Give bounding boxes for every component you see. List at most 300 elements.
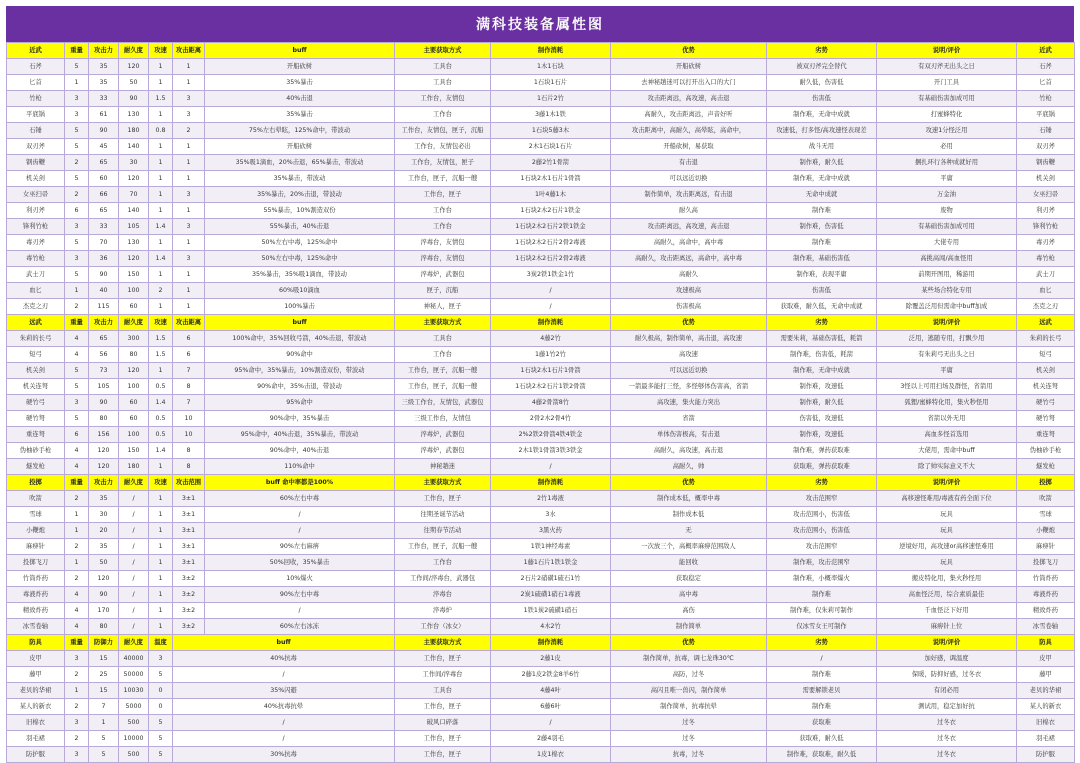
- table-cell: 冰雪卷轴: [1017, 619, 1075, 635]
- header-cell: 说明/评价: [877, 475, 1017, 491]
- header-cell: 耐久度: [119, 635, 149, 651]
- table-row: [7, 299, 1075, 315]
- table-cell: 1石块2木2石片1铁金: [491, 203, 611, 219]
- table-row: [7, 507, 1075, 523]
- table-cell: 制作难: [767, 203, 877, 219]
- table-cell: 麻痹针上位: [877, 619, 1017, 635]
- table-cell: 前期开图用，稀游用: [877, 267, 1017, 283]
- table-cell: /: [767, 651, 877, 667]
- table-cell: 攻速低，打多怪/高攻速怪表现差: [767, 123, 877, 139]
- table-cell: 工作台，友情包，匣子，沉船: [395, 123, 491, 139]
- table-cell: 毒竹枪: [1017, 251, 1075, 267]
- table-row: [7, 59, 1075, 75]
- table-cell: 1.4: [149, 443, 173, 459]
- header-cell: 攻击距离: [173, 315, 205, 331]
- table-cell: 6藤6叶: [491, 699, 611, 715]
- table-cell: 3: [65, 91, 89, 107]
- table-cell: 60: [119, 411, 149, 427]
- table-cell: 高血怪泛用，综合素质最佳: [877, 587, 1017, 603]
- table-cell: 56: [89, 347, 119, 363]
- table-cell: 工作台，匣子: [395, 491, 491, 507]
- table-cell: 1: [89, 715, 119, 731]
- table-cell: 精致炸药: [7, 603, 65, 619]
- table-cell: 0.5: [149, 411, 173, 427]
- table-row: [7, 443, 1075, 459]
- table-cell: 硬竹弓: [1017, 395, 1075, 411]
- table-cell: /: [491, 299, 611, 315]
- table-cell: 2: [65, 155, 89, 171]
- table-cell: 120: [119, 251, 149, 267]
- header-cell: buff: [205, 315, 395, 331]
- table-cell: /: [119, 619, 149, 635]
- table-cell: 3: [65, 251, 89, 267]
- table-cell: 藤甲: [1017, 667, 1075, 683]
- table-cell: 50%左右中毒，125%命中: [205, 251, 395, 267]
- table-row: [7, 523, 1075, 539]
- table-cell: 制作难，无命中成就: [767, 171, 877, 187]
- table-cell: 50: [119, 75, 149, 91]
- table-cell: 耐久极高，制作简单，高击退，高攻速: [611, 331, 767, 347]
- table-cell: 95%命中: [205, 395, 395, 411]
- header-cell: 重量: [65, 635, 89, 651]
- table-cell: 50%回收，35%暴击: [205, 555, 395, 571]
- table-cell: 1石块2木2石片2骨2毒液: [491, 251, 611, 267]
- table-cell: 大佬专用: [877, 235, 1017, 251]
- table-cell: 有击退: [611, 155, 767, 171]
- header-cell: 优势: [611, 475, 767, 491]
- table-cell: 15: [89, 683, 119, 699]
- table-row: [7, 331, 1075, 347]
- table-cell: 6: [173, 347, 205, 363]
- table-cell: 杰克之刃: [7, 299, 65, 315]
- table-cell: 105: [89, 379, 119, 395]
- header-cell: 防具: [7, 635, 65, 651]
- table-cell: 制作难，仅朱莉可制作: [767, 603, 877, 619]
- table-cell: 抗毒，过冬: [611, 747, 767, 763]
- table-cell: 1铁1神经毒素: [491, 539, 611, 555]
- table-cell: 4藤4叶: [491, 683, 611, 699]
- table-cell: 120: [119, 363, 149, 379]
- table-cell: 硬竹弩: [1017, 411, 1075, 427]
- table-cell: 73: [89, 363, 119, 379]
- table-cell: 锋利竹枪: [1017, 219, 1075, 235]
- table-cell: 7: [173, 363, 205, 379]
- table-cell: 40000: [119, 651, 149, 667]
- table-cell: 1: [149, 75, 173, 91]
- table-cell: 泛用，逃随专用，打飘少用: [877, 331, 1017, 347]
- table-cell: 毒液炸药: [7, 587, 65, 603]
- table-cell: 1石块2木1石片1骨箭: [491, 363, 611, 379]
- header-cell: 耐久度: [119, 43, 149, 59]
- table-cell: /: [173, 731, 395, 747]
- table-cell: 3±2: [173, 619, 205, 635]
- table-cell: 1.4: [149, 219, 173, 235]
- header-cell: 主要获取方式: [395, 315, 491, 331]
- table-cell: 120: [119, 171, 149, 187]
- table-cell: 朱莉的长弓: [1017, 331, 1075, 347]
- table-cell: 吹箭: [1017, 491, 1075, 507]
- table-cell: 老贝的华裙: [7, 683, 65, 699]
- table-cell: 30: [119, 155, 149, 171]
- table-cell: 伤害极高: [611, 299, 767, 315]
- header-cell: 重量: [65, 43, 89, 59]
- table-cell: 钢齿鞭: [7, 155, 65, 171]
- table-cell: 4藤2竹: [491, 331, 611, 347]
- table-cell: 1: [65, 683, 89, 699]
- table-cell: 仅冰雪女王可制作: [767, 619, 877, 635]
- table-cell: 40%抗毒: [173, 651, 395, 667]
- table-cell: 破风口碎落: [395, 715, 491, 731]
- table-row: [7, 379, 1075, 395]
- table-cell: 伤害低: [767, 91, 877, 107]
- header-cell: 攻速: [149, 315, 173, 331]
- table-cell: 获取难，弹药获取难: [767, 459, 877, 475]
- table-cell: 能回收: [611, 555, 767, 571]
- table-cell: 1: [149, 155, 173, 171]
- header-cell: 攻击距离: [173, 43, 205, 59]
- table-row: [7, 107, 1075, 123]
- table-cell: 必用: [877, 139, 1017, 155]
- table-cell: 40: [89, 283, 119, 299]
- table-cell: 毒刃斧: [1017, 235, 1075, 251]
- table-cell: 三级工作台，友情包: [395, 411, 491, 427]
- table-cell: 140: [119, 139, 149, 155]
- table-cell: 55%暴击，40%击退: [205, 219, 395, 235]
- table-row: [7, 363, 1075, 379]
- table-cell: /: [205, 507, 395, 523]
- table-cell: 短弓: [7, 347, 65, 363]
- table-row: [7, 123, 1075, 139]
- table-cell: 1: [173, 235, 205, 251]
- table-cell: 140: [119, 203, 149, 219]
- table-cell: 5: [149, 731, 173, 747]
- table-cell: 80: [89, 411, 119, 427]
- table-cell: 120: [119, 59, 149, 75]
- table-cell: 100: [119, 379, 149, 395]
- table-cell: 3: [65, 715, 89, 731]
- header-cell: buff 命中率都是100%: [205, 475, 395, 491]
- table-cell: 100%命中，35%回收弓箭，40%击退，带波动: [205, 331, 395, 347]
- table-cell: 3炭2铁1铁金1竹: [491, 267, 611, 283]
- table-cell: 120: [89, 443, 119, 459]
- table-cell: 90: [89, 123, 119, 139]
- table-cell: 3水: [491, 507, 611, 523]
- table-cell: 制作简单，攻击距离远，有击退: [611, 187, 767, 203]
- table-cell: 工作台，友情包必出: [395, 139, 491, 155]
- table-cell: 双刃斧: [1017, 139, 1075, 155]
- table-cell: 雪球: [7, 507, 65, 523]
- table-row: [7, 139, 1075, 155]
- table-row: [7, 587, 1075, 603]
- table-cell: 玩具: [877, 555, 1017, 571]
- table-cell: 一箭最多能打三怪，多怪够体伤害高，省箭: [611, 379, 767, 395]
- header-cell: 投掷: [1017, 475, 1075, 491]
- table-cell: 杰克之刃: [1017, 299, 1075, 315]
- table-cell: 去神秘趟迷可以打开出入口的大门: [611, 75, 767, 91]
- table-cell: 180: [119, 459, 149, 475]
- table-cell: 170: [89, 603, 119, 619]
- table-cell: 1石片2竹: [491, 91, 611, 107]
- table-cell: 1: [149, 459, 173, 475]
- table-cell: 制作难，耐久低: [767, 155, 877, 171]
- table-cell: 3: [173, 107, 205, 123]
- table-cell: 制作难，伤害低，耗箭: [767, 347, 877, 363]
- section-header-row: [7, 635, 1075, 651]
- table-cell: 淬毒炉，武器包: [395, 427, 491, 443]
- table-cell: 5: [65, 235, 89, 251]
- table-cell: 往期圣诞节活动: [395, 507, 491, 523]
- table-cell: 10030: [119, 683, 149, 699]
- table-cell: 机关连弩: [1017, 379, 1075, 395]
- table-cell: 过冬: [611, 715, 767, 731]
- table-cell: 1石块2木2石片1铁2骨箭: [491, 379, 611, 395]
- table-cell: 60%吸10滴血: [205, 283, 395, 299]
- table-cell: 过冬衣: [877, 747, 1017, 763]
- table-cell: 35: [89, 75, 119, 91]
- table-cell: 工作台，匣子: [395, 699, 491, 715]
- table-cell: 1: [149, 299, 173, 315]
- table-cell: 高耐久: [611, 267, 767, 283]
- table-cell: 机关连弩: [7, 379, 65, 395]
- table-cell: 攻击距离中，高耐久，高晕眩，高命中，: [611, 123, 767, 139]
- table-cell: 500: [119, 715, 149, 731]
- table-cell: 三级工作台，友情包，武器包: [395, 395, 491, 411]
- table-cell: 4: [65, 459, 89, 475]
- table-cell: 旧棉衣: [1017, 715, 1075, 731]
- table-row: [7, 603, 1075, 619]
- table-row: [7, 747, 1075, 763]
- table-cell: 50000: [119, 667, 149, 683]
- table-cell: 1石块2木1石片1骨箭: [491, 171, 611, 187]
- table-cell: 攻击距离远，高攻速，高击退: [611, 91, 767, 107]
- table-cell: 血匕: [1017, 283, 1075, 299]
- table-cell: 保暖，防抑好感，过冬衣: [877, 667, 1017, 683]
- table-cell: 竹筒炸药: [7, 571, 65, 587]
- table-cell: 工作台，友情包: [395, 91, 491, 107]
- table-cell: 工作台，匣子: [395, 187, 491, 203]
- table-cell: 制作难，无命中成就: [767, 107, 877, 123]
- table-cell: 工作台，匣子，沉船一艘: [395, 363, 491, 379]
- table-cell: 某人的新衣: [7, 699, 65, 715]
- table-cell: 75%左右晕眩，125%命中，带波动: [205, 123, 395, 139]
- table-cell: 淬毒炉，武器包: [395, 267, 491, 283]
- table-cell: 淬毒台: [395, 587, 491, 603]
- table-cell: /: [119, 507, 149, 523]
- table-cell: 10: [173, 427, 205, 443]
- table-cell: 机关剑: [1017, 363, 1075, 379]
- header-cell: 优势: [611, 635, 767, 651]
- table-row: [7, 651, 1075, 667]
- table-cell: 工作台: [395, 347, 491, 363]
- table-cell: 大佬用，需命中buff: [877, 443, 1017, 459]
- table-cell: 35%暴击: [205, 107, 395, 123]
- table-cell: 2%2铁2骨箭4铁4铁金: [491, 427, 611, 443]
- table-cell: 高攻速: [611, 347, 767, 363]
- table-row: [7, 699, 1075, 715]
- table-cell: 3±1: [173, 539, 205, 555]
- table-cell: 90%命中: [205, 347, 395, 363]
- table-cell: 35: [89, 59, 119, 75]
- header-cell: 重量: [65, 475, 89, 491]
- table-row: [7, 75, 1075, 91]
- table-cell: 2: [65, 667, 89, 683]
- table-cell: 攻击范围小，伤害低: [767, 523, 877, 539]
- header-cell: 远武: [7, 315, 65, 331]
- table-cell: 66: [89, 187, 119, 203]
- table-cell: 开船砍树: [205, 59, 395, 75]
- table-cell: 1: [149, 587, 173, 603]
- table-cell: 8: [173, 443, 205, 459]
- table-cell: /: [119, 587, 149, 603]
- table-cell: 有基础伤害加成可用: [877, 91, 1017, 107]
- table-cell: 获取难，耐久低，无命中成就: [767, 299, 877, 315]
- table-cell: 投掷飞刀: [7, 555, 65, 571]
- table-cell: 开船砍树，易获取: [611, 139, 767, 155]
- table-cell: 1.5: [149, 331, 173, 347]
- table-cell: 1: [173, 139, 205, 155]
- table-cell: 淬毒台，友情包: [395, 235, 491, 251]
- table-cell: 平底锅: [7, 107, 65, 123]
- table-cell: 工具台: [395, 59, 491, 75]
- table-cell: 制作难，攻速低: [767, 379, 877, 395]
- table-cell: 耐久高: [611, 203, 767, 219]
- table-cell: 6: [173, 331, 205, 347]
- table-cell: 石锤: [1017, 123, 1075, 139]
- table-cell: 1: [149, 235, 173, 251]
- header-cell: 劣势: [767, 43, 877, 59]
- table-cell: /: [205, 523, 395, 539]
- table-cell: 3±1: [173, 507, 205, 523]
- table-cell: 3: [173, 187, 205, 203]
- table-cell: 4木2竹: [491, 619, 611, 635]
- table-cell: 2: [65, 491, 89, 507]
- table-cell: 5: [149, 715, 173, 731]
- table-cell: /: [491, 459, 611, 475]
- table-cell: 2: [173, 123, 205, 139]
- table-cell: 90%命中，35%击退，带波动: [205, 379, 395, 395]
- table-cell: 高挑高闯/高血怪用: [877, 251, 1017, 267]
- table-cell: 5000: [119, 699, 149, 715]
- table-cell: 逆境好用，高攻速or高移速怪难用: [877, 539, 1017, 555]
- table-cell: 110%命中: [205, 459, 395, 475]
- table-cell: 伪柚砂手枪: [7, 443, 65, 459]
- header-cell: 主要获取方式: [395, 635, 491, 651]
- table-cell: /: [119, 603, 149, 619]
- header-cell: 攻击力: [89, 475, 119, 491]
- table-cell: 竹筒炸药: [1017, 571, 1075, 587]
- table-cell: 省箭: [611, 411, 767, 427]
- table-cell: 硬竹弓: [7, 395, 65, 411]
- table-cell: 90: [89, 267, 119, 283]
- header-cell: 耐久度: [119, 475, 149, 491]
- table-cell: 女巫扫帚: [1017, 187, 1075, 203]
- table-cell: 羽毛裙: [7, 731, 65, 747]
- table-cell: 制作难: [767, 235, 877, 251]
- table-cell: 双刃斧: [7, 139, 65, 155]
- header-cell: 温度: [149, 635, 173, 651]
- table-cell: 80: [89, 619, 119, 635]
- section-header-row: [7, 475, 1075, 491]
- table-cell: 3怪以上可用扫场及群怪，省箭用: [877, 379, 1017, 395]
- table-cell: 制作成本低: [611, 507, 767, 523]
- table-cell: 1: [149, 539, 173, 555]
- table-cell: 羽毛裙: [1017, 731, 1075, 747]
- table-cell: 4藤2骨箭8竹: [491, 395, 611, 411]
- table-cell: 雪球: [1017, 507, 1075, 523]
- table-cell: 藤甲: [7, 667, 65, 683]
- table-cell: 45: [89, 139, 119, 155]
- table-cell: 60: [119, 299, 149, 315]
- table-cell: 石斧: [1017, 59, 1075, 75]
- table-row: [7, 459, 1075, 475]
- table-cell: /: [119, 555, 149, 571]
- table-cell: 工作间/淬毒台: [395, 667, 491, 683]
- table-cell: 2: [65, 299, 89, 315]
- table-cell: 1: [173, 155, 205, 171]
- header-cell: 攻击范围: [173, 475, 205, 491]
- table-cell: 高闪且唯一兽闪，制作简单: [611, 683, 767, 699]
- table-cell: 8: [173, 459, 205, 475]
- table-cell: 朱莉的长弓: [7, 331, 65, 347]
- table-cell: 70: [89, 235, 119, 251]
- table-cell: 1: [65, 555, 89, 571]
- table-row: [7, 555, 1075, 571]
- header-cell: 近武: [1017, 43, 1075, 59]
- table-cell: 65: [89, 331, 119, 347]
- table-cell: 高伤: [611, 603, 767, 619]
- table-cell: 1: [149, 507, 173, 523]
- table-cell: 制作难，攻击范围窄: [767, 555, 877, 571]
- table-cell: 麻痹针: [1017, 539, 1075, 555]
- table-cell: 90%命中，40%击退: [205, 443, 395, 459]
- table-cell: 工作台，友情包，匣子: [395, 155, 491, 171]
- table-cell: 2藤1皮: [491, 651, 611, 667]
- table-cell: 35%暴击，35%吸1滴血，带波动: [205, 267, 395, 283]
- header-cell: 制作消耗: [491, 475, 611, 491]
- section-header-row: [7, 315, 1075, 331]
- table-cell: 1藤1竹2竹: [491, 347, 611, 363]
- table-cell: 4: [65, 603, 89, 619]
- table-cell: 高耐久，高攻速，高击退: [611, 443, 767, 459]
- table-cell: 35%暴击，20%击退，带波动: [205, 187, 395, 203]
- table-cell: 过冬衣: [877, 715, 1017, 731]
- table-cell: 2木1石块1石片: [491, 139, 611, 155]
- table-cell: 高耐久，攻击距离远，高命中，高中毒: [611, 251, 767, 267]
- table-cell: 1: [149, 491, 173, 507]
- table-cell: 55%暴击，10%割造双份: [205, 203, 395, 219]
- table-cell: 武士刀: [7, 267, 65, 283]
- table-cell: 精致炸药: [1017, 603, 1075, 619]
- table-cell: 5: [149, 667, 173, 683]
- table-cell: 3±2: [173, 603, 205, 619]
- table-cell: 4: [65, 443, 89, 459]
- table-cell: 1: [65, 507, 89, 523]
- table-cell: 重连弩: [7, 427, 65, 443]
- table-cell: 95%命中，35%暴击，10%割造双份，带波动: [205, 363, 395, 379]
- table-cell: 竹枪: [7, 91, 65, 107]
- table-cell: 匣子，沉船: [395, 283, 491, 299]
- table-cell: 2骨2木2骨4竹: [491, 411, 611, 427]
- header-cell: 近武: [7, 43, 65, 59]
- table-cell: 2炭1硫磺1硝石1毒液: [491, 587, 611, 603]
- table-cell: 制作难，弹药获取难: [767, 443, 877, 459]
- table-cell: 1石块5藤3木: [491, 123, 611, 139]
- table-cell: 工作台，匣子: [395, 731, 491, 747]
- table-cell: 1: [65, 523, 89, 539]
- table-cell: 5: [65, 123, 89, 139]
- table-cell: 65: [89, 203, 119, 219]
- table-cell: 除了帅实际意义不大: [877, 459, 1017, 475]
